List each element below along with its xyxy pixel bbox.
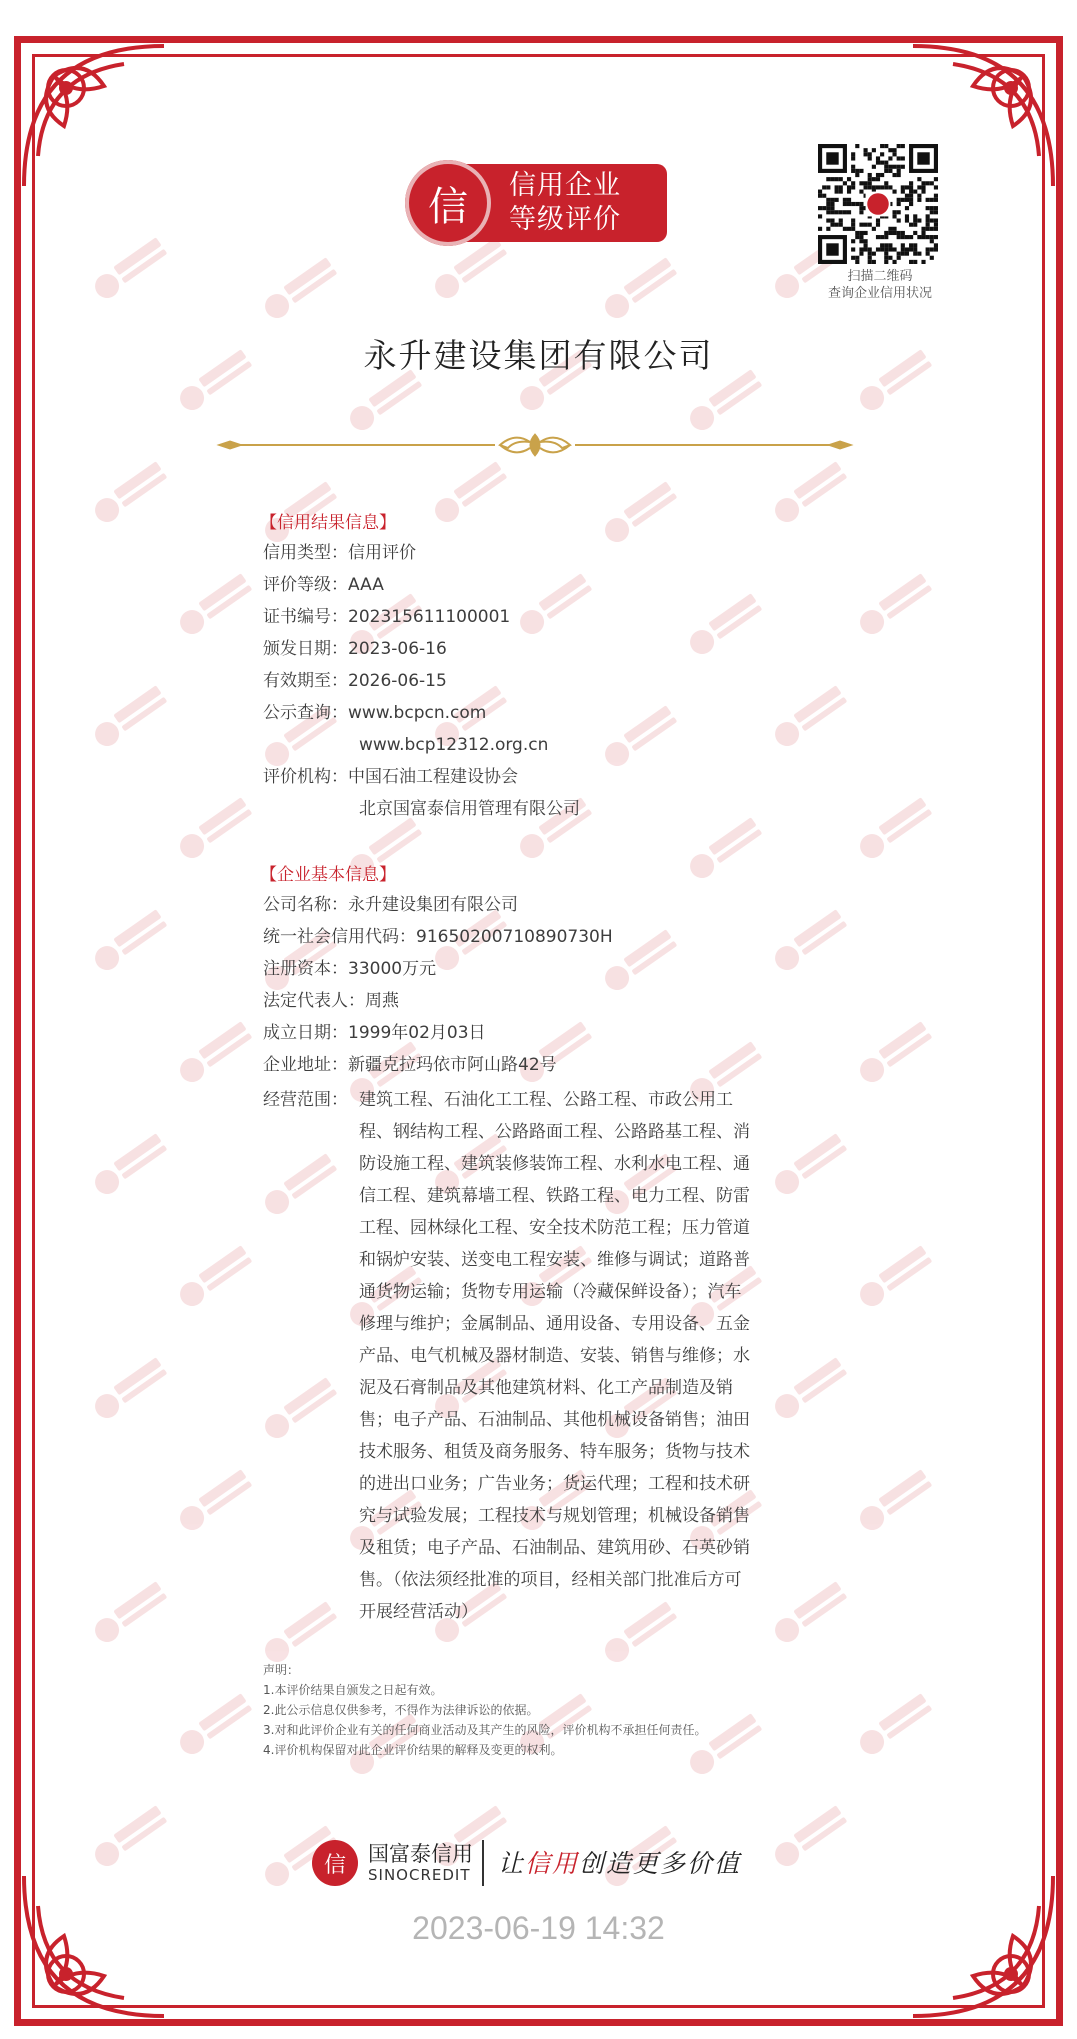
disclaimer-item: 3.对和此评价企业有关的任何商业活动及其产生的风险，评价机构不承担任何责任。 xyxy=(263,1723,707,1737)
sinocredit-logo xyxy=(312,1836,792,1892)
company-info-row xyxy=(263,1049,557,1081)
credit-info-row xyxy=(359,729,548,761)
business-scope-line: 建筑工程、石油化工工程、公路工程、市政公用工 xyxy=(359,1090,733,1110)
company-info-row xyxy=(263,1017,486,1049)
badge-line-2: 等级评价 xyxy=(509,204,621,235)
business-scope-line: 究与试验发展；工程技术与规划管理；机械设备销售 xyxy=(359,1506,750,1526)
field-value: 2026-06-15 xyxy=(348,671,447,691)
field-value: 33000万元 xyxy=(348,959,437,979)
field-value: AAA xyxy=(348,575,384,595)
field-label: 公司名称： xyxy=(263,895,348,915)
business-scope-line: 开展经营活动） xyxy=(359,1602,478,1622)
business-scope-line: 信工程、建筑幕墙工程、铁路工程、电力工程、防雷 xyxy=(359,1186,750,1206)
logo-separator xyxy=(482,1840,484,1886)
field-label: 评价机构： xyxy=(263,767,348,787)
credit-info-row xyxy=(263,761,518,793)
field-label: 颁发日期： xyxy=(263,639,348,659)
badge-line-1: 信用企业 xyxy=(509,170,621,201)
qr-code[interactable] xyxy=(818,144,938,264)
business-scope-line: 工程、园林绿化工程、安全技术防范工程；压力管道 xyxy=(359,1218,750,1238)
field-label: 法定代表人： xyxy=(263,991,365,1011)
business-scope-line: 的进出口业务；广告业务；货运代理；工程和技术研 xyxy=(359,1474,750,1494)
disclaimer-item: 2.此公示信息仅供参考，不得作为法律诉讼的依据。 xyxy=(263,1703,539,1717)
field-value: 北京国富泰信用管理有限公司 xyxy=(359,799,580,819)
field-value: 永升建设集团有限公司 xyxy=(348,895,518,915)
badge-ribbon xyxy=(463,164,667,242)
business-scope-line: 技术服务、租赁及商务服务、特车服务；货物与技术 xyxy=(359,1442,750,1462)
brand-name-cn: 国富泰信用 xyxy=(368,1842,473,1866)
business-scope-line: 及租赁；电子产品、石油制品、建筑用砂、石英砂销 xyxy=(359,1538,750,1558)
credit-info-row xyxy=(263,665,447,697)
business-scope-line: 通货物运输；货物专用运输（冷藏保鲜设备）；汽车 xyxy=(359,1282,742,1302)
field-value: 202315611100001 xyxy=(348,607,511,627)
credit-info-row xyxy=(263,569,384,601)
business-scope-line: 售；电子产品、石油制品、其他机械设备销售；油田 xyxy=(359,1410,750,1430)
company-info-row xyxy=(263,953,436,985)
slogan xyxy=(498,1844,741,1880)
business-scope-line: 和锅炉安装、送变电工程安装、维修与调试；道路普 xyxy=(359,1250,750,1270)
disclaimer-heading: 声明： xyxy=(263,1663,300,1677)
credit-rating-badge xyxy=(405,160,667,246)
company-title: 永升建设集团有限公司 xyxy=(363,336,714,375)
field-label: 注册资本： xyxy=(263,959,348,979)
field-label: 证书编号： xyxy=(263,607,348,627)
credit-section-heading: 【信用结果信息】 xyxy=(260,513,396,533)
field-value[interactable]: www.bcp12312.org.cn xyxy=(359,735,549,755)
business-scope-line: 程、钢结构工程、公路路面工程、公路路基工程、消 xyxy=(359,1122,750,1142)
field-value: 周燕 xyxy=(365,991,399,1011)
field-label: 统一社会信用代码： xyxy=(263,927,416,947)
business-scope-line: 产品、电气机械及器材制造、安装、销售与维修；水 xyxy=(359,1346,750,1366)
field-label: 企业地址： xyxy=(263,1055,348,1075)
logo-seal: 信 xyxy=(312,1840,358,1886)
field-value[interactable]: www.bcpcn.com xyxy=(348,703,487,723)
company-section-heading: 【企业基本信息】 xyxy=(260,865,396,885)
field-value: 2023-06-16 xyxy=(348,639,447,659)
disclaimer-item: 4.评价机构保留对此企业评价结果的解释及变更的权利。 xyxy=(263,1743,563,1757)
company-info-row xyxy=(263,889,518,921)
disclaimer-item: 1.本评价结果自颁发之日起有效。 xyxy=(263,1683,443,1697)
business-scope-line: 防设施工程、建筑装修装饰工程、水利水电工程、通 xyxy=(359,1154,750,1174)
field-value: 新疆克拉玛依市阿山路42号 xyxy=(348,1055,557,1075)
field-label: 公示查询： xyxy=(263,703,348,723)
gold-divider-ornament xyxy=(210,430,860,460)
field-label: 有效期至： xyxy=(263,671,348,691)
business-scope-line: 泥及石膏制品及其他建筑材料、化工产品制造及销 xyxy=(359,1378,733,1398)
credit-info-row xyxy=(263,537,416,569)
credit-info-row xyxy=(263,601,510,633)
field-label: 成立日期： xyxy=(263,1023,348,1043)
screenshot-timestamp: 2023-06-19 14:32 xyxy=(412,1910,665,1946)
business-scope-line: 修理与维护；金属制品、通用设备、专用设备、五金 xyxy=(359,1314,750,1334)
slogan-post: 创造更多价值 xyxy=(579,1849,742,1878)
business-scope-text xyxy=(359,1084,799,1628)
field-value: 91650200710890730H xyxy=(416,927,613,947)
qr-caption-line-1: 扫描二维码 xyxy=(847,269,913,284)
business-scope-label: 经营范围： xyxy=(263,1090,348,1110)
credit-info-row xyxy=(263,697,486,729)
credit-info-row xyxy=(359,793,580,825)
field-label: 评价等级： xyxy=(263,575,348,595)
corner-ornament-top-left xyxy=(14,36,184,206)
field-value: 信用评价 xyxy=(348,543,416,563)
field-value: 中国石油工程建设协会 xyxy=(348,767,518,787)
field-label: 信用类型： xyxy=(263,543,348,563)
qr-caption-line-2: 查询企业信用状况 xyxy=(827,286,932,301)
badge-seal: 信 xyxy=(405,160,491,246)
slogan-highlight: 信用 xyxy=(525,1849,580,1878)
brand-name-en: SINOCREDIT xyxy=(368,1866,471,1884)
qr-caption xyxy=(790,268,970,302)
company-info-row xyxy=(263,985,399,1017)
business-scope-line: 售。（依法须经批准的项目，经相关部门批准后方可 xyxy=(359,1570,742,1590)
disclaimer xyxy=(263,1660,706,1760)
credit-info-row xyxy=(263,633,447,665)
slogan-pre: 让 xyxy=(498,1849,526,1878)
field-value: 1999年02月03日 xyxy=(348,1023,486,1043)
company-info-row xyxy=(263,921,613,953)
